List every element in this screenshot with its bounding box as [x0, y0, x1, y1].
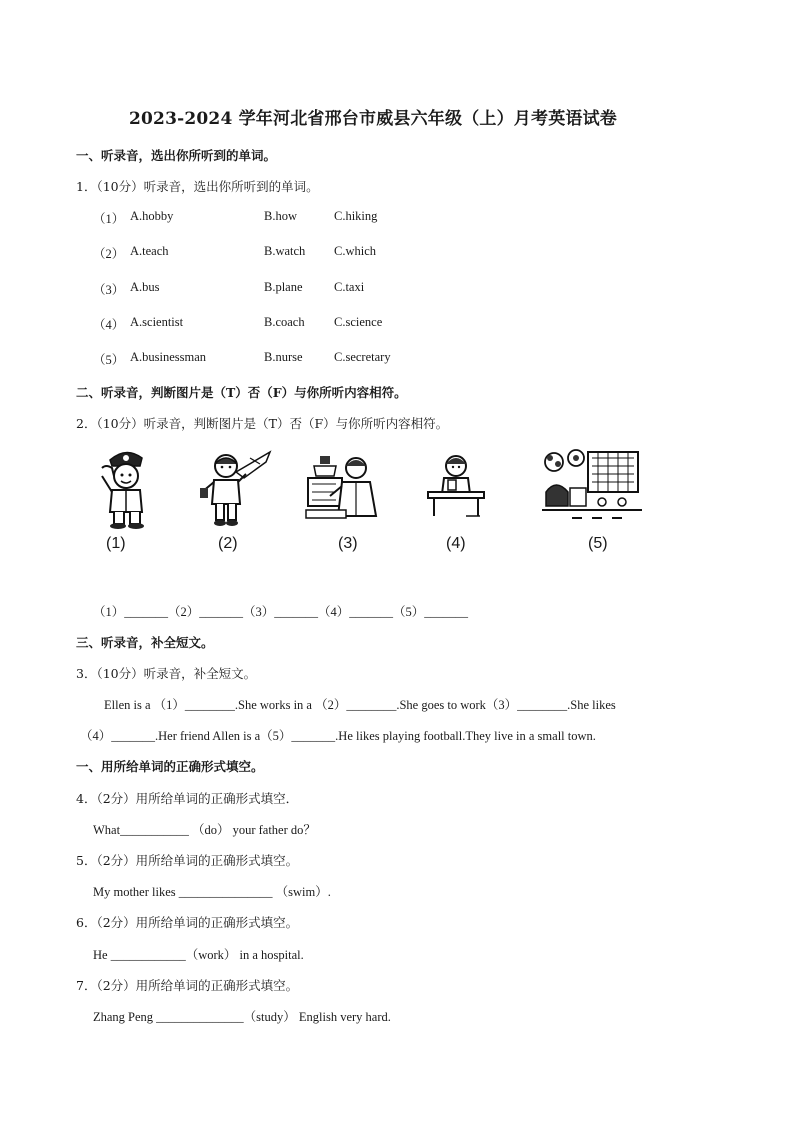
- q1-item-2-option-b: B.watch: [264, 244, 306, 258]
- section-1-heading: 一、听录音，选出你所听到的单词。: [76, 148, 277, 163]
- q1-item-2-option-a: A.teach: [130, 244, 169, 258]
- question-4-blank-line: What___________ （do） your father do？: [93, 823, 316, 837]
- picture-5-label: (5): [588, 535, 608, 552]
- question-3-stem: 3．（10分）听录音，补全短文。: [76, 666, 257, 681]
- q1-item-5-option-b: B.nurse: [264, 350, 303, 364]
- q1-item-1-option-b: B.how: [264, 209, 297, 223]
- q1-item-3-option-b: B.plane: [264, 280, 303, 294]
- question-1-stem: 1．（10分）听录音，选出你所听到的单词。: [76, 179, 319, 194]
- question-4-stem: 4．（2分）用所给单词的正确形式填空．: [76, 791, 299, 806]
- picture-4-label: (4): [446, 535, 466, 552]
- q1-item-4-option-a: A.scientist: [130, 315, 184, 329]
- scientist-in-lab-icon: [306, 452, 380, 522]
- question-5-stem: 5．（2分）用所给单词的正确形式填空。: [76, 853, 299, 868]
- question-6-stem: 6．（2分）用所给单词的正确形式填空。: [76, 915, 299, 930]
- section-3-heading: 三、听录音，补全短文。: [76, 635, 214, 650]
- q1-item-2-option-c: C.which: [334, 244, 377, 258]
- page-title: 2023-2024 学年河北省邢台市威县六年级（上）月考英语试卷: [129, 109, 618, 129]
- section-4-heading: 一、用所给单词的正确形式填空。: [76, 759, 264, 774]
- q1-item-1-option-c: C.hiking: [334, 209, 378, 223]
- q1-item-2-num: （2）: [93, 247, 125, 261]
- picture-1-label: (1): [106, 535, 126, 552]
- q1-item-4-num: （4）: [93, 318, 125, 332]
- police-officer-saluting-icon: [96, 446, 158, 530]
- q1-item-1-option-a: A.hobby: [130, 209, 174, 223]
- question-3-passage-line-2: （4）_______.Her friend Allen is a（5）_______.He likes playing football.They live in a small town.: [80, 729, 596, 743]
- question-7-blank-line: Zhang Peng ______________（study） English very hard.: [93, 1010, 391, 1024]
- person-at-desk-icon: [426, 452, 488, 520]
- city-street-scene-icon: [542, 448, 644, 528]
- picture-2-label: (2): [218, 535, 238, 552]
- q1-item-4-option-c: C.science: [334, 315, 383, 329]
- q1-item-5-num: （5）: [93, 353, 125, 367]
- section-2-heading: 二、听录音，判断图片是（T）否（F）与你所听内容相符。: [76, 385, 407, 400]
- question-5-blank-line: My mother likes _______________ （swim）.: [93, 885, 331, 899]
- question-2-answer-blanks: （1）_______（2）_______（3）_______（4）_______（5）_______: [93, 605, 469, 619]
- picture-3-label: (3): [338, 535, 358, 552]
- question-6-blank-line: He ____________（work） in a hospital.: [93, 948, 304, 962]
- q1-item-1-num: （1）: [93, 212, 125, 226]
- question-3-passage-line-1: Ellen is a （1）________.She works in a （2）________.She goes to work（3）________.She likes: [104, 698, 616, 712]
- q1-item-5-option-a: A.businessman: [130, 350, 207, 364]
- q1-item-3-num: （3）: [93, 283, 125, 297]
- q1-item-4-option-b: B.coach: [264, 315, 305, 329]
- q1-item-3-option-a: A.bus: [130, 280, 160, 294]
- question-2-stem: 2．（10分）听录音，判断图片是（T）否（F）与你所听内容相符。: [76, 416, 449, 431]
- q1-item-5-option-c: C.secretary: [334, 350, 391, 364]
- pilot-with-plane-icon: [196, 448, 274, 530]
- q1-item-3-option-c: C.taxi: [334, 280, 365, 294]
- question-7-stem: 7．（2分）用所给单词的正确形式填空。: [76, 978, 299, 993]
